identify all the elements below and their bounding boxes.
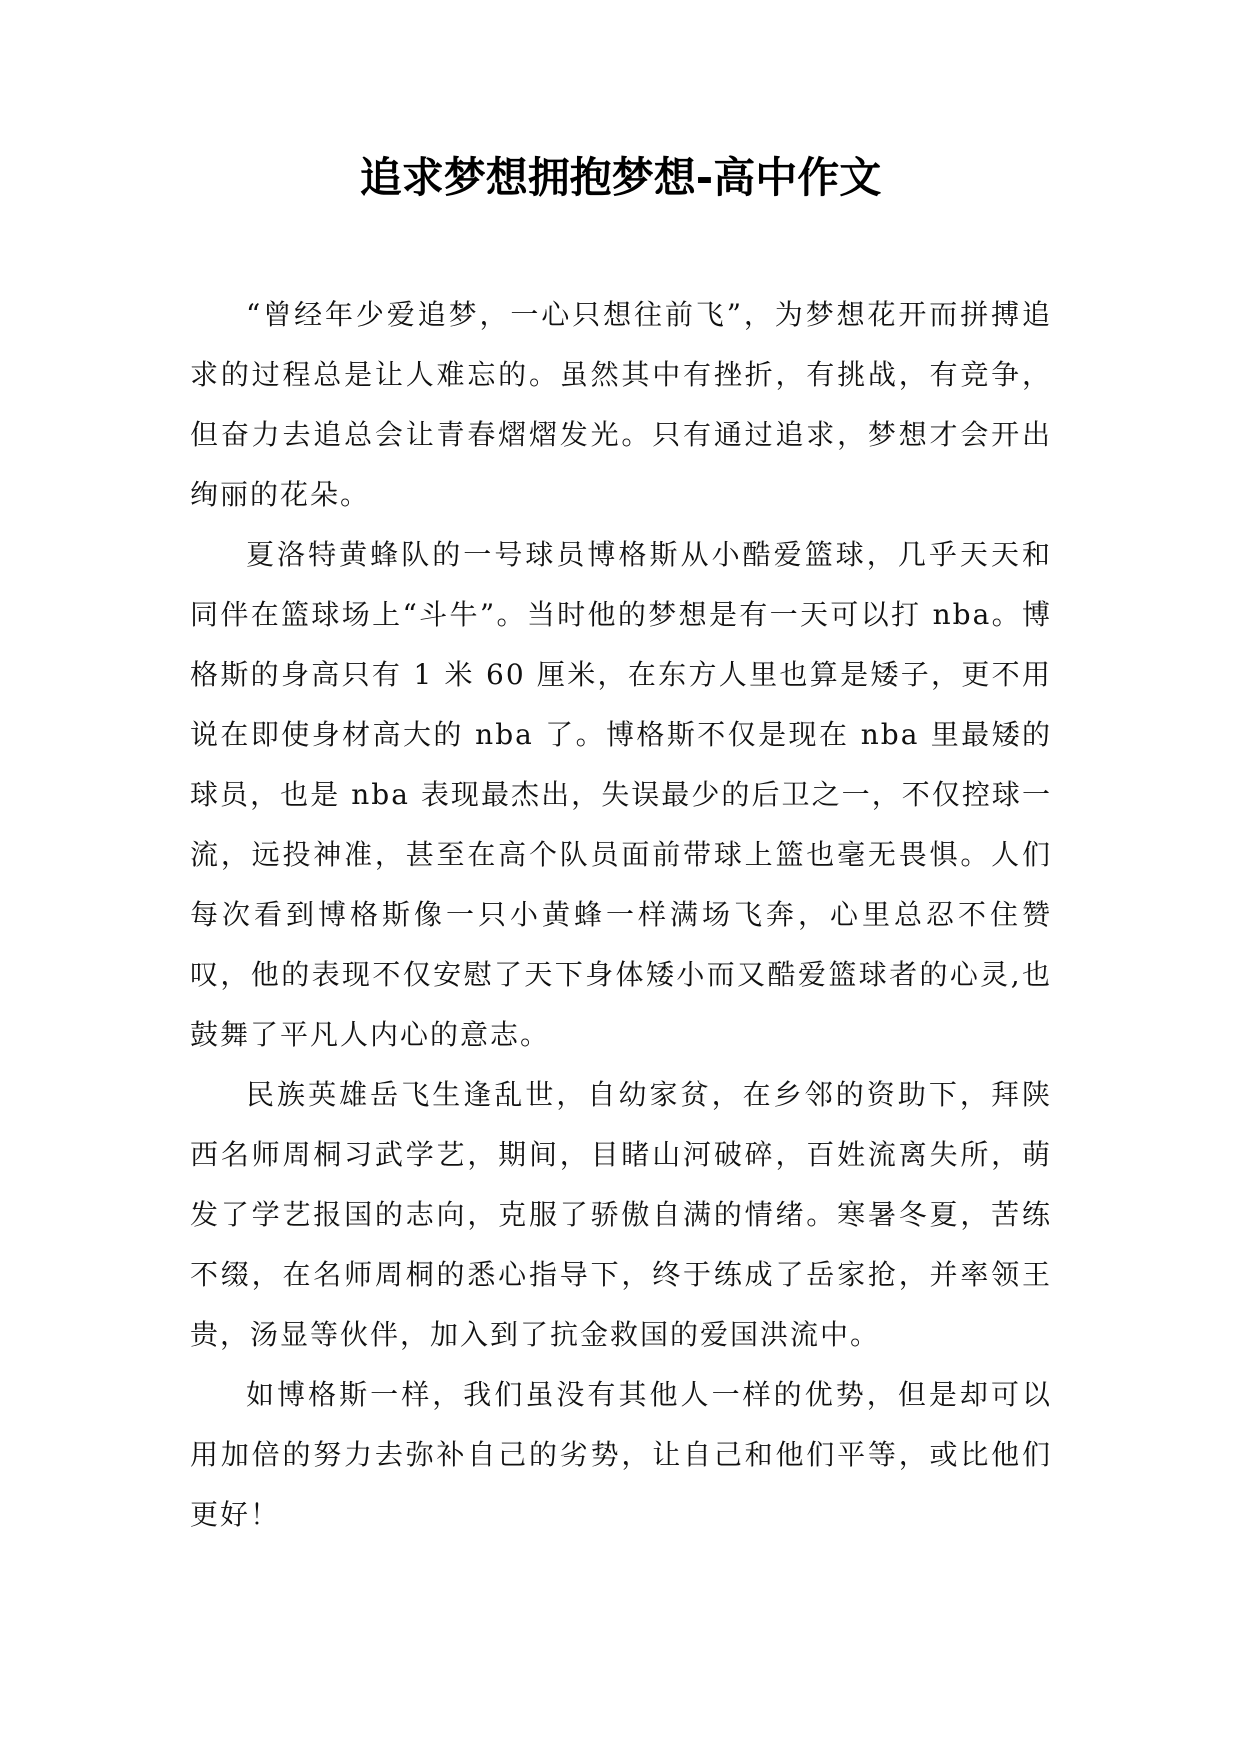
paragraph: 如博格斯一样，我们虽没有其他人一样的优势，但是却可以用加倍的努力去弥补自己的劣势，让自己和他们平等，或比他们更好！ <box>190 1378 1052 1531</box>
paragraph: 夏洛特黄蜂队的一号球员博格斯从小酷爱篮球，几乎天天和同伴在篮球场上“斗牛”。当时他的梦想是有一天可以打 nba。博格斯的身高只有 1 米 60 厘米，在东方人里也算是矮子，更不用说在即使身材高大的 nba 了。博格斯不仅是现在 nba 里最矮的球员，也是 nba 表现最杰出，失误最少的后卫之一，不仅控球一流，远投神准，甚至在高个队员面前带球上篮也毫无畏惧。人们每次看到博格斯像一只小黄蜂一样满场飞奔，心里总忍不住赞叹，他的表现不仅安慰了天下身体矮小而又酷爱篮球者的心灵,也鼓舞了平凡人内心的意志。 <box>190 538 1052 1051</box>
document-body <box>190 285 1052 1545</box>
document-title: 追求梦想拥抱梦想-高中作文 <box>359 153 882 202</box>
paragraph: “曾经年少爱追梦，一心只想往前飞”，为梦想花开而拼搏追求的过程总是让人难忘的。虽然其中有挫折，有挑战，有竞争，但奋力去追总会让青春熠熠发光。只有通过追求，梦想才会开出绚丽的花朵。 <box>190 298 1052 511</box>
paragraph: 民族英雄岳飞生逢乱世，自幼家贫，在乡邻的资助下，拜陕西名师周桐习武学艺，期间，目睹山河破碎，百姓流离失所，萌发了学艺报国的志向，克服了骄傲自满的情绪。寒暑冬夏，苦练不缀，在名师周桐的悉心指导下，终于练成了岳家抢，并率领王贵，汤显等伙伴，加入到了抗金救国的爱国洪流中。 <box>190 1078 1052 1351</box>
